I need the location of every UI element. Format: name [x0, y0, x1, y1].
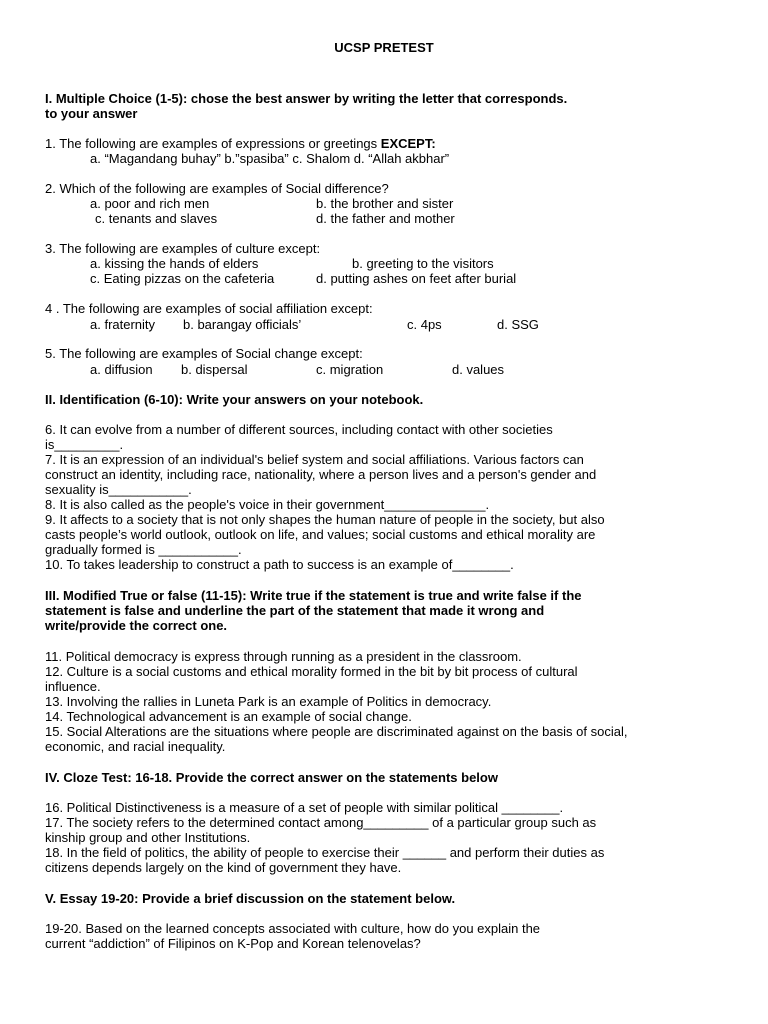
question-1 — [45, 136, 436, 151]
option-d: d. values — [452, 362, 505, 377]
option-b: b. barangay officials’ — [183, 317, 302, 332]
text-line: current “addiction” of Filipinos on K-Pop and Korean telenovelas? — [45, 936, 421, 951]
option-a: a. kissing the hands of elders — [90, 256, 259, 271]
section-5-header: V. Essay 19-20: Provide a brief discussion on the statement below. — [45, 891, 456, 906]
option-b: b. dispersal — [181, 362, 248, 377]
question-4-stem: 4 . The following are examples of social affiliation except: — [45, 301, 373, 316]
text-line: 10. To takes leadership to construct a path to success is an example of________. — [45, 557, 514, 572]
section-4-header: IV. Cloze Test: 16-18. Provide the correct answer on the statements below — [45, 770, 498, 785]
option-b: b. greeting to the visitors — [352, 256, 494, 271]
text-line: gradually formed is ___________. — [45, 542, 242, 557]
text-line: is_________. — [45, 437, 124, 452]
text-line: casts people’s world outlook, outlook on life, and values; social customs and ethical morality are — [45, 527, 596, 542]
section-2-header: II. Identification (6-10): Write your answers on your notebook. — [45, 392, 424, 407]
section-3-header-line: III. Modified True or false (11-15): Write true if the statement is true and write false if the — [45, 588, 582, 603]
text-line: 7. It is an expression of an individual's belief system and social affiliations. Various factors can — [45, 452, 584, 467]
text-line: 18. In the field of politics, the ability of people to exercise their ______ and perform their duties as — [45, 845, 605, 860]
section-2-body — [45, 422, 725, 572]
text-line: 13. Involving the rallies in Luneta Park is an example of Politics in democracy. — [45, 694, 492, 709]
text-line: citizens depends largely on the kind of government they have. — [45, 860, 402, 875]
text-line: 19-20. Based on the learned concepts associated with culture, how do you explain the — [45, 921, 541, 936]
option-a: a. fraternity — [90, 317, 156, 332]
section-3-header — [45, 588, 735, 633]
section-4-body — [45, 800, 725, 875]
option-a: a. diffusion — [90, 362, 153, 377]
option-b: b. the brother and sister — [316, 196, 454, 211]
question-5-stem: 5. The following are examples of Social change except: — [45, 346, 363, 361]
question-1-options: a. “Magandang buhay” b.”spasiba” c. Shalom d. “Allah akbhar” — [90, 151, 450, 166]
question-1-emphasis: EXCEPT: — [380, 136, 436, 151]
text-line: 8. It is also called as the people's voice in their government______________. — [45, 497, 490, 512]
option-a: a. poor and rich men — [90, 196, 210, 211]
text-line: economic, and racial inequality. — [45, 739, 226, 754]
section-3-header-line: statement is false and underline the part of the statement that made it wrong and — [45, 603, 545, 618]
text-line: 11. Political democracy is express through running as a president in the classroom. — [45, 649, 522, 664]
section-1-header — [45, 91, 735, 121]
text-line: sexuality is___________. — [45, 482, 192, 497]
text-line: 14. Technological advancement is an example of social change. — [45, 709, 412, 724]
text-line: 12. Culture is a social customs and ethical morality formed in the bit by bit process of cultural — [45, 664, 578, 679]
section-3-header-line: write/provide the correct one. — [45, 618, 228, 633]
section-5-body — [45, 921, 725, 951]
text-line: kinship group and other Institutions. — [45, 830, 251, 845]
section-3-body — [45, 649, 725, 754]
question-1-stem: 1. The following are examples of expressions or greetings — [45, 136, 381, 151]
option-d: d. SSG — [497, 317, 539, 332]
option-c: c. Eating pizzas on the cafeteria — [90, 271, 275, 286]
section-1-header-line: I. Multiple Choice (1-5): chose the best answer by writing the letter that corresponds. — [45, 91, 568, 106]
page-title: UCSP PRETEST — [334, 40, 434, 55]
option-c: c. 4ps — [407, 317, 442, 332]
question-2-stem: 2. Which of the following are examples of Social difference? — [45, 181, 389, 196]
option-c: c. migration — [316, 362, 384, 377]
section-1-header-line: to your answer — [45, 106, 138, 121]
text-line: 16. Political Distinctiveness is a measure of a set of people with similar political ________. — [45, 800, 564, 815]
text-line: construct an identity, including race, nationality, where a person lives and a person's gender and — [45, 467, 597, 482]
text-line: influence. — [45, 679, 101, 694]
text-line: 15. Social Alterations are the situations where people are discriminated against on the basis of social, — [45, 724, 628, 739]
option-d: d. putting ashes on feet after burial — [316, 271, 517, 286]
text-line: 9. It affects to a society that is not only shapes the human nature of people in the society, but also — [45, 512, 605, 527]
option-d: d. the father and mother — [316, 211, 455, 226]
question-3-stem: 3. The following are examples of culture except: — [45, 241, 321, 256]
text-line: 6. It can evolve from a number of different sources, including contact with other societies — [45, 422, 553, 437]
text-line: 17. The society refers to the determined contact among_________ of a particular group such as — [45, 815, 597, 830]
option-c: c. tenants and slaves — [95, 211, 218, 226]
